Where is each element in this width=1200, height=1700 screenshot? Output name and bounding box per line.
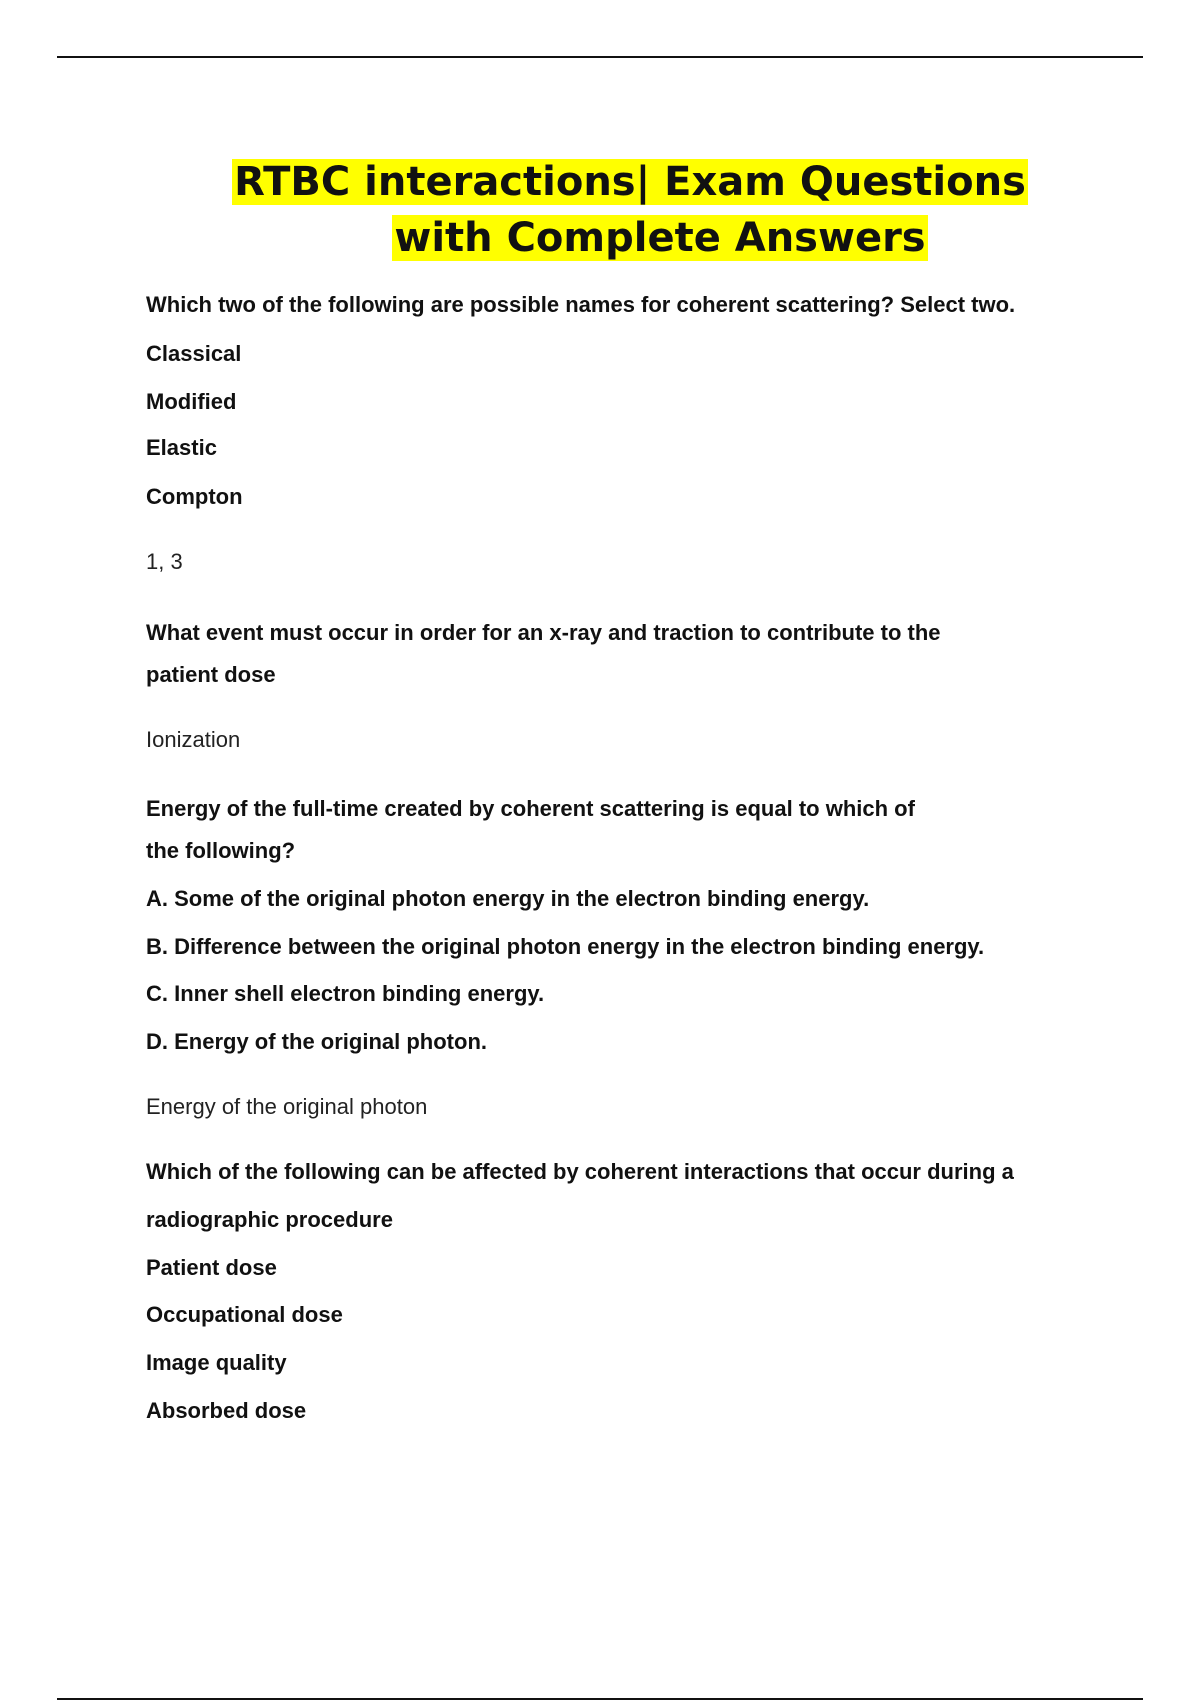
title-line-1: RTBC interactions| Exam Questions [234, 159, 1026, 205]
q3-answer: Energy of the original photon [146, 1094, 428, 1119]
top-rule [57, 56, 1143, 58]
q2-answer: Ionization [146, 727, 241, 752]
document-title [0, 154, 1200, 266]
q3-option-c: C. Inner shell electron binding energy. [146, 981, 545, 1006]
question-4-line-2: radiographic procedure [146, 1207, 393, 1232]
question-4-line-1: Which of the following can be affected by coherent interactions that occur during a [146, 1159, 1014, 1184]
question-2-line-2: patient dose [146, 662, 276, 687]
q4-option-1: Patient dose [146, 1255, 277, 1280]
question-3-line-1: Energy of the full-time created by coherent scattering is equal to which of [146, 796, 915, 821]
q4-option-3: Image quality [146, 1350, 287, 1375]
question-2-line-1: What event must occur in order for an x-ray and traction to contribute to the [146, 620, 941, 645]
q1-option-4: Compton [146, 484, 243, 509]
q1-option-2: Modified [146, 389, 237, 414]
question-3-line-2: the following? [146, 838, 296, 863]
question-1: Which two of the following are possible names for coherent scattering? Select two. [146, 292, 1016, 317]
q1-answer: 1, 3 [146, 549, 183, 574]
q3-option-b: B. Difference between the original photon energy in the electron binding energy. [146, 934, 985, 959]
q4-option-4: Absorbed dose [146, 1398, 307, 1423]
q1-option-3: Elastic [146, 435, 217, 460]
q4-option-2: Occupational dose [146, 1302, 343, 1327]
q3-option-a: A. Some of the original photon energy in the electron binding energy. [146, 886, 870, 911]
q3-option-d: D. Energy of the original photon. [146, 1029, 487, 1054]
title-line-2: with Complete Answers [394, 215, 926, 261]
q1-option-1: Classical [146, 341, 242, 366]
